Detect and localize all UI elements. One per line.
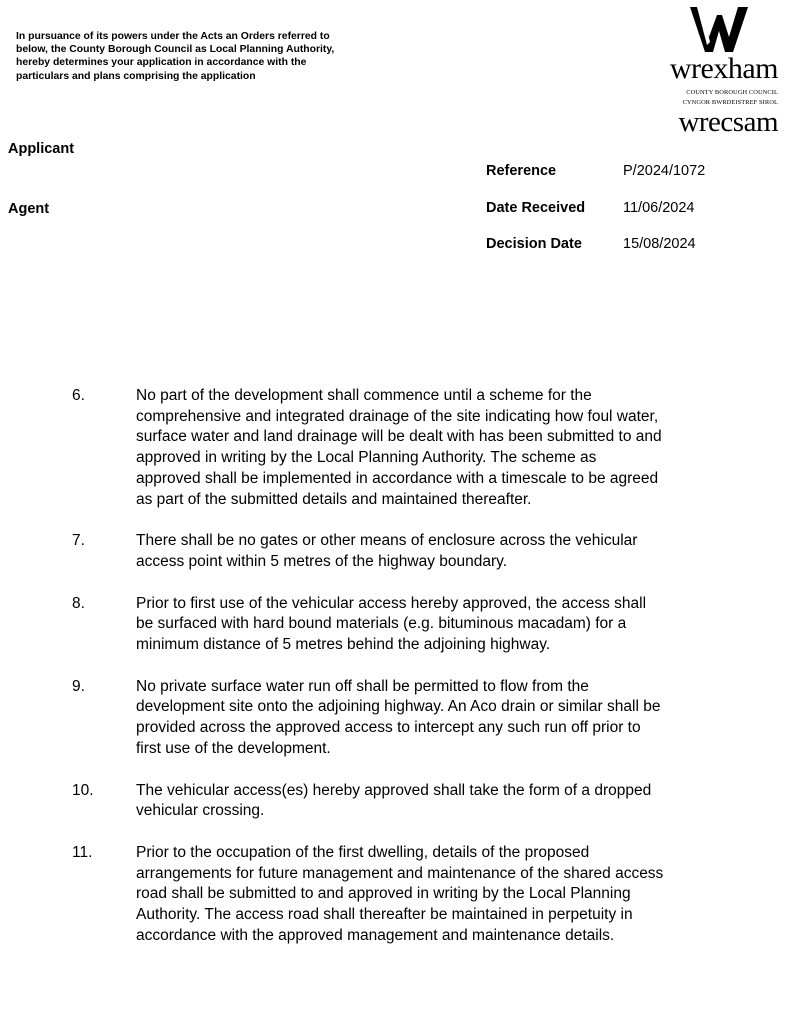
condition-text: There shall be no gates or other means of enclosure across the vehicular access point within 5 metres of the highway boundary. <box>136 532 638 570</box>
reference-value: P/2024/1072 <box>623 163 706 179</box>
condition-number: 10. <box>72 781 94 799</box>
condition-item <box>0 594 791 656</box>
decision-date-label: Decision Date <box>486 236 582 252</box>
logo-name-en: wrexham <box>669 52 778 85</box>
wrexham-w-emblem-icon <box>688 4 752 56</box>
logo-council-cy: CYNGOR BWRDEISTREF SIROL <box>682 99 778 106</box>
condition-item <box>0 531 791 572</box>
date-received-label: Date Received <box>486 200 586 216</box>
intro-statement: In pursuance of its powers under the Acts an Orders referred to below, the County Borough Council as Local Planning Authority, hereby determines your application in accordance with the particulars and plans comprising the application <box>16 31 335 82</box>
condition-text: No private surface water run off shall be permitted to flow from the development site onto the adjoining highway. An Aco drain or similar shall be provided across the approved access to intercept any such run off prior to first use of the development. <box>136 677 661 757</box>
condition-item <box>0 843 791 947</box>
condition-number: 11. <box>72 843 93 861</box>
agent-label: Agent <box>8 201 50 217</box>
condition-number: 6. <box>72 387 85 404</box>
condition-text: Prior to the occupation of the first dwelling, details of the proposed arrangements for future management and maintenance of the shared access road shall be submitted to and approved in writing by the Local Planning Authority. The access road shall thereafter be maintained in perpetuity in accordance with the approved management and maintenance details. <box>136 843 664 944</box>
condition-item <box>0 677 791 760</box>
condition-number: 7. <box>72 532 85 550</box>
council-logo <box>660 4 782 136</box>
condition-item <box>0 386 791 510</box>
conditions-list <box>0 386 791 967</box>
condition-text: Prior to first use of the vehicular access hereby approved, the access shall be surfaced with hard bound materials (e.g. bituminous macadam) for a minimum distance of 5 metres behind the adjoining highway. <box>136 594 647 654</box>
logo-name-cy: wrecsam <box>678 106 778 138</box>
reference-label: Reference <box>486 163 557 179</box>
date-received-value: 11/06/2024 <box>623 200 695 216</box>
condition-text: The vehicular access(es) hereby approved shall take the form of a dropped vehicular crossing. <box>136 781 652 820</box>
logo-council-en: COUNTY BOROUGH COUNCIL <box>686 89 778 96</box>
applicant-label: Applicant <box>8 141 75 157</box>
condition-item <box>0 781 791 822</box>
condition-number: 9. <box>72 677 85 695</box>
decision-date-value: 15/08/2024 <box>623 236 696 252</box>
condition-text: No part of the development shall commence until a scheme for the comprehensive and integrated drainage of the site indicating how foul water, surface water and land drainage will be dealt with has been submitted to and approved in writing by the Local Planning Authority. The scheme as approved shall be implemented in accordance with a timescale to be agreed as part of the submitted details and maintained thereafter. <box>136 387 662 508</box>
condition-number: 8. <box>72 594 85 612</box>
